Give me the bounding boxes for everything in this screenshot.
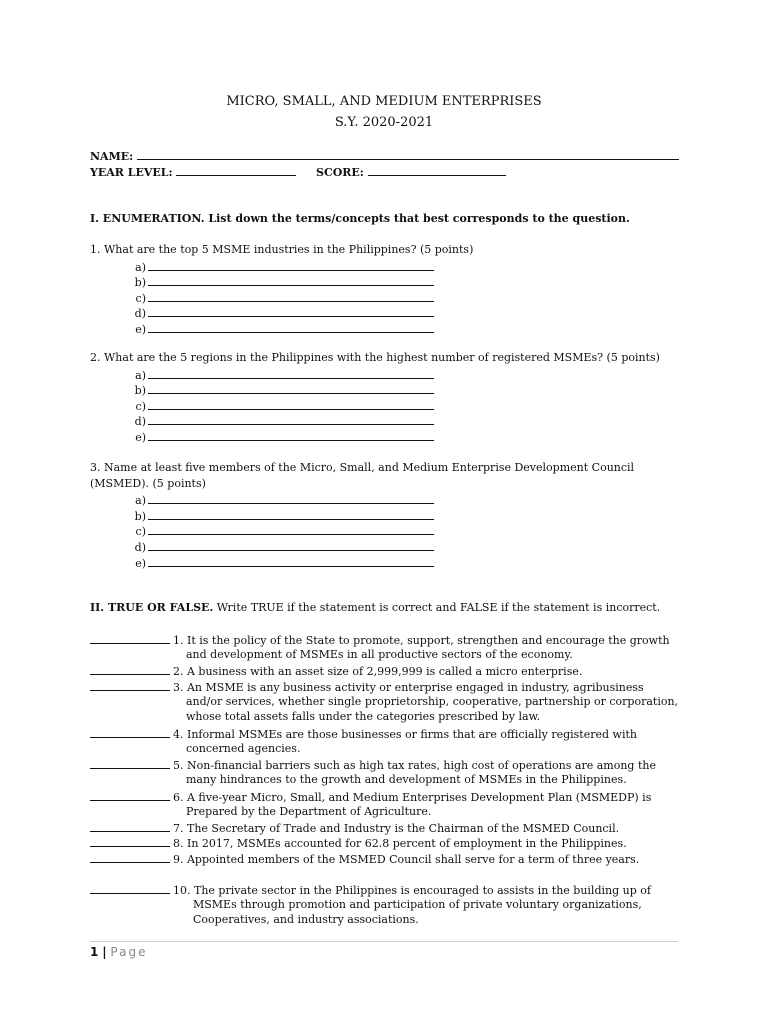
answer-row <box>130 539 434 554</box>
answer-row <box>130 305 434 320</box>
answer-blank[interactable] <box>148 398 434 410</box>
answer-blank[interactable] <box>148 290 434 302</box>
option-label: e) <box>135 556 146 570</box>
tf-answer-blank[interactable] <box>90 663 170 675</box>
answer-blank[interactable] <box>148 555 434 567</box>
option-label: b) <box>134 509 146 523</box>
answer-row <box>130 555 434 570</box>
answer-row <box>130 382 434 397</box>
answer-row <box>130 523 434 538</box>
tf-statement: 8. In 2017, MSMEs accounted for 62.8 percent of employment in the Philippines. <box>173 837 627 850</box>
tf-answer-blank[interactable] <box>90 789 170 801</box>
answer-blank[interactable] <box>148 429 434 441</box>
tf-heading-bold: II. TRUE OR FALSE. <box>90 601 214 614</box>
tf-statement-continued: many hindrances to the growth and development of MSMEs in the Philippines. <box>186 772 627 786</box>
tf-answer-blank[interactable] <box>90 679 170 691</box>
name-label: NAME: <box>90 150 134 163</box>
tf-statement: 2. A business with an asset size of 2,999,999 is called a micro enterprise. <box>173 665 583 678</box>
page-word: Page <box>110 945 148 959</box>
option-label: d) <box>134 307 146 321</box>
tf-statement: 7. The Secretary of Trade and Industry is the Chairman of the MSMED Council. <box>173 822 620 835</box>
tf-statement-continued: concerned agencies. <box>186 741 301 755</box>
tf-item <box>90 679 644 694</box>
answer-row <box>130 398 434 413</box>
tf-item <box>90 851 639 866</box>
answer-row <box>130 290 434 305</box>
tf-answer-blank[interactable] <box>90 726 170 738</box>
answer-blank[interactable] <box>148 382 434 394</box>
tf-answer-blank[interactable] <box>90 632 170 644</box>
tf-item <box>90 882 651 897</box>
tf-statement-continued: Cooperatives, and industry associations. <box>193 913 419 927</box>
tf-item <box>90 726 637 741</box>
answer-blank[interactable] <box>148 492 434 504</box>
tf-statement-continued: MSMEs through promotion and participation of private voluntary organizations, <box>193 897 642 911</box>
question-text: (MSMED). (5 points) <box>90 476 206 490</box>
question-text: 2. What are the 5 regions in the Philippines with the highest number of registered MSMEs? (5 points) <box>90 351 660 364</box>
question-text: 3. Name at least five members of the Micro, Small, and Medium Enterprise Development Council <box>90 461 635 474</box>
answer-blank[interactable] <box>148 274 434 286</box>
option-label: d) <box>134 415 146 429</box>
option-label: d) <box>134 541 146 554</box>
section-enumeration-heading: I. ENUMERATION. List down the terms/concepts that best corresponds to the question. <box>90 212 630 225</box>
tf-item <box>90 757 656 772</box>
option-label: b) <box>134 384 146 398</box>
option-label: e) <box>135 431 146 444</box>
tf-item <box>90 835 627 850</box>
tf-statement: 1. It is the policy of the State to promote, support, strengthen and encourage the growth <box>173 634 670 647</box>
option-label: c) <box>135 291 146 305</box>
tf-statement: 6. A five-year Micro, Small, and Medium Enterprises Development Plan (MSMEDP) is <box>173 791 652 804</box>
answer-row <box>130 367 434 382</box>
tf-statement-continued: whose total assets falls under the categories prescribed by law. <box>186 710 541 724</box>
page-footer <box>90 945 147 959</box>
tf-answer-blank[interactable] <box>90 757 170 769</box>
document-title: MICRO, SMALL, AND MEDIUM ENTERPRISES <box>226 94 542 109</box>
answer-blank[interactable] <box>148 367 434 379</box>
answer-blank[interactable] <box>148 539 434 551</box>
year-level-label: YEAR LEVEL: <box>90 166 173 179</box>
option-label: c) <box>135 399 146 413</box>
tf-item <box>90 789 651 804</box>
option-label: a) <box>135 368 146 382</box>
score-blank[interactable] <box>368 164 506 176</box>
name-blank[interactable] <box>137 148 679 160</box>
tf-statement: 4. Informal MSMEs are those businesses or firms that are officially registered with <box>173 728 637 741</box>
answer-row <box>130 321 434 336</box>
section-true-false-heading <box>90 601 660 614</box>
page-separator: | <box>102 945 107 959</box>
year-level-field <box>90 164 296 179</box>
answer-row <box>130 413 434 428</box>
answer-blank[interactable] <box>148 321 434 333</box>
tf-answer-blank[interactable] <box>90 835 170 847</box>
answer-blank[interactable] <box>148 259 434 271</box>
tf-item <box>90 820 619 835</box>
tf-statement-continued: and/or services, whether single proprietorship, cooperative, partnership or corporation, <box>186 694 679 708</box>
page-number: 1 <box>90 945 99 959</box>
option-label: a) <box>135 260 146 274</box>
tf-item <box>90 632 670 647</box>
tf-answer-blank[interactable] <box>90 820 170 832</box>
year-level-blank[interactable] <box>176 164 296 176</box>
option-label: e) <box>135 323 146 336</box>
tf-statement: 5. Non-financial barriers such as high tax rates, high cost of operations are among the <box>173 759 656 772</box>
score-label: SCORE: <box>316 166 364 179</box>
tf-statement: 10. The private sector in the Philippines is encouraged to assists in the building up of <box>173 884 651 897</box>
score-field <box>316 164 506 179</box>
tf-heading-rest: Write TRUE if the statement is correct and FALSE if the statement is incorrect. <box>213 601 661 614</box>
tf-answer-blank[interactable] <box>90 851 170 863</box>
answer-blank[interactable] <box>148 523 434 535</box>
option-label: b) <box>134 276 146 290</box>
tf-statement: 9. Appointed members of the MSMED Council shall serve for a term of three years. <box>173 853 640 866</box>
tf-statement: 3. An MSME is any business activity or enterprise engaged in industry, agribusiness <box>173 681 644 694</box>
answer-row <box>130 508 434 523</box>
tf-item <box>90 663 582 678</box>
name-field <box>90 148 679 163</box>
answer-blank[interactable] <box>148 305 434 317</box>
tf-answer-blank[interactable] <box>90 882 170 894</box>
school-year: S.Y. 2020-2021 <box>334 115 434 130</box>
answer-row <box>130 274 434 289</box>
answer-row <box>130 429 434 444</box>
footer-rule <box>90 941 678 942</box>
answer-row <box>130 492 434 507</box>
question-text: 1. What are the top 5 MSME industries in the Philippines? (5 points) <box>90 243 474 256</box>
answer-blank[interactable] <box>148 508 434 520</box>
answer-row <box>130 259 434 274</box>
tf-statement-continued: and development of MSMEs in all productive sectors of the economy. <box>186 647 573 661</box>
tf-statement-continued: Prepared by the Department of Agriculture. <box>186 804 432 818</box>
option-label: a) <box>135 494 146 508</box>
answer-blank[interactable] <box>148 413 434 425</box>
option-label: c) <box>135 525 146 539</box>
